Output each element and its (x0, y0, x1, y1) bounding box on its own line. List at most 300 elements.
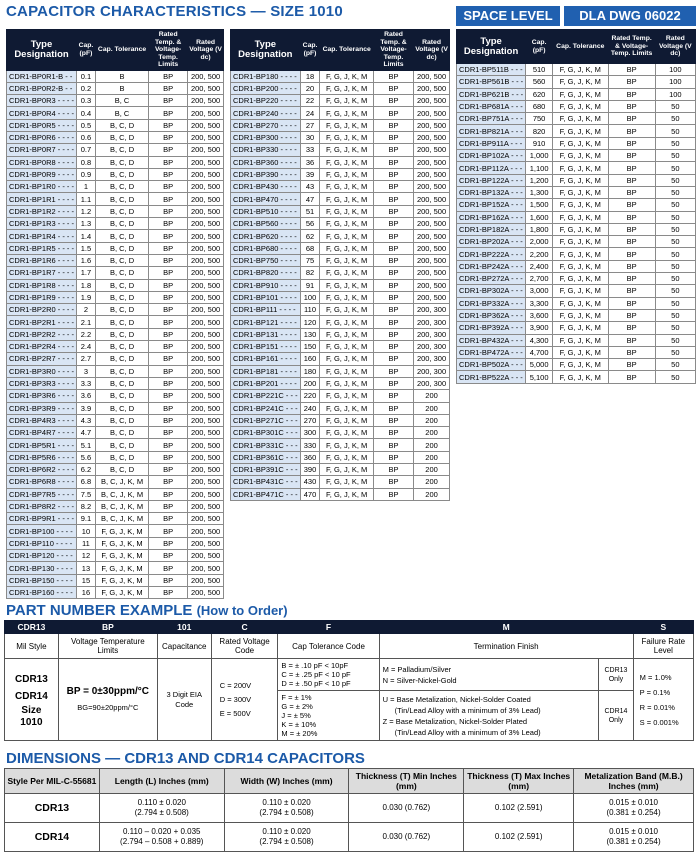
cap-cell: 200 (300, 377, 320, 389)
cap-cell: 1.9 (77, 291, 96, 303)
type-cell: CDR1-BP242A - - - (457, 260, 526, 272)
voltage-cell: 200, 500 (414, 279, 450, 291)
cap-cell: 220 (300, 390, 320, 402)
temp-cell: BP (149, 131, 188, 143)
table-row (457, 88, 696, 100)
tolerance-cell: F, G, J, K, M (320, 451, 373, 463)
tolerance-cell: F, G, J, K, M (320, 341, 373, 353)
voltage-cell: 50 (655, 174, 695, 186)
table-row (231, 218, 450, 230)
table-row (457, 236, 696, 248)
voltage-temp-values: BP = 0±30ppm/°C BG=90±20ppm/°C (58, 659, 157, 741)
type-cell: CDR1-BP0R7 - - - - (7, 144, 77, 156)
table-row (7, 218, 224, 230)
cap-cell: 100 (300, 291, 320, 303)
temp-cell: BP (608, 150, 655, 162)
cap-cell: 5.6 (77, 451, 96, 463)
voltage-cell: 200 (414, 464, 450, 476)
cap-cell: 1.2 (77, 205, 96, 217)
type-cell: CDR1-BP241C - - - (231, 402, 301, 414)
cap-cell: 0.7 (77, 144, 96, 156)
temp-cell: BP (149, 488, 188, 500)
voltage-cell: 200, 500 (188, 279, 224, 291)
tolerance-cell: F, G, J, K, M (95, 537, 148, 549)
dim-header-style: Style Per MIL-C-55681 (5, 769, 100, 794)
voltage-cell: 200, 500 (188, 377, 224, 389)
voltage-cell: 50 (655, 309, 695, 321)
page-title: CAPACITOR CHARACTERISTICS — SIZE 1010 (6, 3, 343, 20)
voltage-cell: 50 (655, 334, 695, 346)
col-type: Type Designation (231, 30, 301, 71)
table-row (7, 464, 224, 476)
voltage-cell: 200, 500 (188, 70, 224, 82)
code-cap-tolerance: F (278, 621, 379, 634)
tolerance-cell: F, G, J, K, M (320, 181, 373, 193)
type-cell: CDR1-BP130 - - - - (7, 562, 77, 574)
table-row (231, 341, 450, 353)
voltage-cell: 200, 500 (188, 291, 224, 303)
temp-cell: BP (373, 304, 413, 316)
temp-cell: BP (373, 107, 413, 119)
voltage-cell: 200, 500 (188, 267, 224, 279)
cap-cell: 120 (300, 316, 320, 328)
voltage-cell: 200, 500 (188, 156, 224, 168)
table-row (7, 341, 224, 353)
table-row (457, 223, 696, 235)
type-cell: CDR1-BP911A - - - (457, 137, 526, 149)
temp-cell: BP (149, 574, 188, 586)
cap-cell: 18 (300, 70, 320, 82)
table-row (7, 291, 224, 303)
cap-cell: 390 (300, 464, 320, 476)
tolerance-cell: F, G, J, K, M (553, 334, 609, 346)
cap-cell: 2,400 (526, 260, 553, 272)
tolerance-cell: B, C, D (95, 353, 148, 365)
type-cell: CDR1-BP680 - - - - (231, 242, 301, 254)
type-cell: CDR1-BP182A - - - (457, 223, 526, 235)
voltage-cell: 200, 500 (188, 414, 224, 426)
table-row (7, 304, 224, 316)
cap-cell: 2,000 (526, 236, 553, 248)
type-cell: CDR1-BP391C - - - (231, 464, 301, 476)
voltage-cell: 200, 500 (414, 181, 450, 193)
table-row (7, 230, 224, 242)
temp-cell: BP (608, 273, 655, 285)
voltage-cell: 50 (655, 211, 695, 223)
cap-cell: 300 (300, 427, 320, 439)
table-row (457, 199, 696, 211)
type-cell: CDR1-BP2R0 - - - - (7, 304, 77, 316)
temp-cell: BP (608, 346, 655, 358)
type-cell: CDR1-BP102A - - - (457, 150, 526, 162)
code-rated-voltage: C (211, 621, 278, 634)
tolerance-cell: B, C, D (95, 131, 148, 143)
temp-cell: BP (149, 562, 188, 574)
type-cell: CDR1-BP1R2 - - - - (7, 205, 77, 217)
cap-cell: 22 (300, 95, 320, 107)
type-cell: CDR1-BP111 - - - - (231, 304, 301, 316)
tolerance-cell: F, G, J, K, M (320, 414, 373, 426)
tolerance-cell: F, G, J, K, M (320, 377, 373, 389)
voltage-cell: 200, 300 (414, 328, 450, 340)
tolerance-cell: F, G, J, K, M (320, 291, 373, 303)
cap-cell: 1.6 (77, 254, 96, 266)
tolerance-cell: F, G, J, K, M (320, 95, 373, 107)
temp-cell: BP (608, 285, 655, 297)
type-cell: CDR1-BP392A - - - (457, 322, 526, 334)
tolerance-cell: F, G, J, K, M (320, 464, 373, 476)
cap-cell: 51 (300, 205, 320, 217)
type-cell: CDR1-BP3R0 - - - - (7, 365, 77, 377)
table-row (457, 186, 696, 198)
temp-cell: BP (373, 402, 413, 414)
temp-cell: BP (373, 181, 413, 193)
type-cell: CDR1-BP3R6 - - - - (7, 390, 77, 402)
table-row (231, 254, 450, 266)
voltage-cell: 200, 500 (414, 107, 450, 119)
tolerance-cell: F, G, J, K, M (553, 150, 609, 162)
capacitor-table-1 (6, 29, 224, 599)
voltage-cell: 200, 500 (188, 119, 224, 131)
cap-cell: 2.4 (77, 341, 96, 353)
table-row (7, 365, 224, 377)
temp-cell: BP (373, 168, 413, 180)
table-row (231, 316, 450, 328)
type-cell: CDR1-BP7R5 - - - - (7, 488, 77, 500)
temp-cell: BP (373, 254, 413, 266)
temp-cell: BP (149, 82, 188, 94)
cdr14-only-note: CDR14 Only (599, 691, 633, 741)
table-row (457, 359, 696, 371)
type-cell: CDR1-BP502A - - - (457, 359, 526, 371)
cap-cell: 62 (300, 230, 320, 242)
type-cell: CDR1-BP0R6 - - - - (7, 131, 77, 143)
type-cell: CDR1-BP820 - - - - (231, 267, 301, 279)
dla-dwg-badge: DLA DWG 06022 (564, 6, 696, 26)
cap-cell: 11 (77, 537, 96, 549)
label-mil-style: Mil Style (5, 634, 59, 659)
temp-cell: BP (149, 242, 188, 254)
type-cell: CDR1-BP0R8 - - - - (7, 156, 77, 168)
tolerance-cell: F, G, J, K, M (95, 525, 148, 537)
tolerance-cell: F, G, J, K, M (320, 476, 373, 488)
cap-cell: 510 (526, 64, 553, 76)
type-cell: CDR1-BP751A - - - (457, 113, 526, 125)
cap-cell: 620 (526, 88, 553, 100)
temp-cell: BP (149, 181, 188, 193)
voltage-cell: 50 (655, 162, 695, 174)
type-cell: CDR1-BP2R1 - - - - (7, 316, 77, 328)
part-number-title (6, 602, 288, 619)
tolerance-cell: B, C (95, 107, 148, 119)
cap-cell: 0.5 (77, 119, 96, 131)
table-row (457, 309, 696, 321)
type-cell: CDR1-BP430 - - - - (231, 181, 301, 193)
type-cell: CDR1-BP621B - - - (457, 88, 526, 100)
voltage-cell: 50 (655, 100, 695, 112)
type-cell: CDR1-BP240 - - - - (231, 107, 301, 119)
cap-cell: 0.1 (77, 70, 96, 82)
tolerance-cell: F, G, J, K, M (320, 488, 373, 500)
temp-cell: BP (149, 267, 188, 279)
cap-cell: 330 (300, 439, 320, 451)
type-cell: CDR1-BP101 - - - - (231, 291, 301, 303)
type-cell: CDR1-BP4R3 - - - - (7, 414, 77, 426)
cap-cell: 110 (300, 304, 320, 316)
cap-cell: 33 (300, 144, 320, 156)
cap-cell: 2,700 (526, 273, 553, 285)
table-row (231, 279, 450, 291)
tolerance-cell: F, G, J, K, M (553, 346, 609, 358)
temp-cell: BP (149, 537, 188, 549)
type-cell: CDR1-BP150 - - - - (7, 574, 77, 586)
temp-cell: BP (373, 451, 413, 463)
temp-cell: BP (373, 131, 413, 143)
temp-cell: BP (149, 414, 188, 426)
temp-cell: BP (149, 230, 188, 242)
type-cell: CDR1-BP2R7 - - - - (7, 353, 77, 365)
temp-cell: BP (149, 107, 188, 119)
table-row (231, 365, 450, 377)
label-failure-rate: Failure Rate Level (633, 634, 693, 659)
table-row (7, 439, 224, 451)
type-cell: CDR1-BP330 - - - - (231, 144, 301, 156)
table-row (457, 137, 696, 149)
table-row (457, 273, 696, 285)
cap-cell: 0.4 (77, 107, 96, 119)
voltage-cell: 200, 500 (414, 205, 450, 217)
voltage-cell: 200, 300 (414, 341, 450, 353)
voltage-cell: 200, 500 (188, 168, 224, 180)
type-cell: CDR1-BP221C - - - (231, 390, 301, 402)
cap-cell: 2.2 (77, 328, 96, 340)
temp-cell: BP (149, 586, 188, 598)
cap-cell: 2,200 (526, 248, 553, 260)
type-cell: CDR1-BP0R9 - - - - (7, 168, 77, 180)
cap-cell: 13 (77, 562, 96, 574)
type-cell: CDR1-BP331C - - - (231, 439, 301, 451)
tolerance-cell: F, G, J, K, M (320, 242, 373, 254)
table-row (7, 574, 224, 586)
voltage-cell: 200, 500 (188, 144, 224, 156)
cap-cell: 36 (300, 156, 320, 168)
table-row (457, 322, 696, 334)
type-cell: CDR1-BP202A - - - (457, 236, 526, 248)
type-cell: CDR1-BP0R2-B - - (7, 82, 77, 94)
tolerance-cell: B, C, J, K, M (95, 476, 148, 488)
label-rated-voltage: Rated Voltage Code (211, 634, 278, 659)
part-number-subheading: (How to Order) (196, 603, 288, 618)
dim-row-cdr13: CDR13 0.110 ± 0.020 (2.794 ± 0.508) 0.110 ± 0.020 (2.794 ± 0.508) 0.030 (0.762) 0.102 (2.591) 0.015 ± 0.010 (0.381 ± 0.254) (5, 794, 694, 823)
temp-cell: BP (149, 119, 188, 131)
table-row (7, 476, 224, 488)
voltage-cell: 50 (655, 125, 695, 137)
cap-cell: 2.7 (77, 353, 96, 365)
cap-cell: 470 (300, 488, 320, 500)
mil-style-values: CDR13 CDR14 Size 1010 (5, 659, 59, 741)
tolerance-cell: B, C, D (95, 390, 148, 402)
type-cell: CDR1-BP161 - - - - (231, 353, 301, 365)
tolerance-cell: F, G, J, K, M (320, 168, 373, 180)
type-cell: CDR1-BP1R3 - - - - (7, 218, 77, 230)
temp-cell: BP (608, 371, 655, 383)
voltage-cell: 200, 500 (414, 119, 450, 131)
table-row (7, 144, 224, 156)
voltage-cell: 200, 500 (188, 181, 224, 193)
type-cell: CDR1-BP5R1 - - - - (7, 439, 77, 451)
failure-rate-values: M = 1.0% P = 0.1% R = 0.01% S = 0.001% (633, 659, 693, 741)
voltage-cell: 200, 500 (414, 82, 450, 94)
voltage-cell: 200, 500 (188, 95, 224, 107)
temp-cell: BP (149, 291, 188, 303)
dimensions-title: DIMENSIONS — CDR13 AND CDR14 CAPACITORS (6, 750, 365, 767)
voltage-cell: 50 (655, 186, 695, 198)
table-row (231, 205, 450, 217)
tolerance-cell: F, G, J, K, M (320, 230, 373, 242)
voltage-cell: 50 (655, 150, 695, 162)
cap-cell: 910 (526, 137, 553, 149)
temp-cell: BP (149, 218, 188, 230)
voltage-cell: 50 (655, 223, 695, 235)
temp-cell: BP (373, 341, 413, 353)
table-row (231, 156, 450, 168)
tolerance-cell: F, G, J, K, M (320, 427, 373, 439)
cap-cell: 4.7 (77, 427, 96, 439)
voltage-cell: 200, 300 (414, 377, 450, 389)
cap-cell: 1,100 (526, 162, 553, 174)
termination-cdr14: U = Base Metalization, Nickel-Solder Coated (Tin/Lead Alloy with a minimum of 3% Lead) Z = Base Metalization, Nickel-Solder Plated (Tin/Lead Alloy with a minimum of 3% Lead) (379, 691, 599, 741)
voltage-cell: 50 (655, 297, 695, 309)
cap-cell: 7.5 (77, 488, 96, 500)
cap-cell: 3,600 (526, 309, 553, 321)
tolerance-cell: F, G, J, K, M (95, 550, 148, 562)
tolerance-cell: B, C, D (95, 328, 148, 340)
table-row (231, 328, 450, 340)
cap-cell: 180 (300, 365, 320, 377)
tolerance-group-pf: B = ± .10 pF < 10pF C = ± .25 pF < 10 pF D = ± .50 pF < 10 pF (278, 659, 379, 691)
voltage-cell: 200, 500 (188, 451, 224, 463)
tolerance-cell: B, C, D (95, 316, 148, 328)
tolerance-cell: B, C, D (95, 365, 148, 377)
type-cell: CDR1-BP300 - - - - (231, 131, 301, 143)
col-cap: Cap. (pF) (77, 30, 96, 71)
tolerance-cell: B, C, D (95, 427, 148, 439)
table-row (231, 291, 450, 303)
type-cell: CDR1-BP511B - - - (457, 64, 526, 76)
type-cell: CDR1-BP360 - - - - (231, 156, 301, 168)
cap-cell: 3.3 (77, 377, 96, 389)
voltage-cell: 50 (655, 236, 695, 248)
tolerance-cell: F, G, J, K, M (320, 205, 373, 217)
table-row (231, 144, 450, 156)
cap-cell: 4,300 (526, 334, 553, 346)
cap-cell: 27 (300, 119, 320, 131)
tolerance-cell: F, G, J, K, M (553, 322, 609, 334)
type-cell: CDR1-BP1R8 - - - - (7, 279, 77, 291)
tolerance-cell: F, G, J, K, M (95, 574, 148, 586)
capacitor-table-2 (230, 29, 450, 501)
tolerance-cell: F, G, J, K, M (320, 70, 373, 82)
tolerance-cell: F, G, J, K, M (320, 107, 373, 119)
tolerance-cell: B, C, D (95, 451, 148, 463)
cap-cell: 6.2 (77, 464, 96, 476)
table-row (7, 107, 224, 119)
voltage-cell: 200, 500 (188, 230, 224, 242)
type-cell: CDR1-BP181 - - - - (231, 365, 301, 377)
temp-cell: BP (149, 95, 188, 107)
table-row (231, 377, 450, 389)
tolerance-cell: F, G, J, K, M (95, 562, 148, 574)
cap-cell: 8.2 (77, 500, 96, 512)
temp-cell: BP (373, 353, 413, 365)
voltage-cell: 50 (655, 285, 695, 297)
temp-cell: BP (149, 365, 188, 377)
cap-cell: 1.4 (77, 230, 96, 242)
capacitance-value: 3 Digit EIA Code (157, 659, 211, 741)
temp-cell: BP (373, 193, 413, 205)
tolerance-group-percent: F = ± 1% G = ± 2% J = ± 5% K = ± 10% M = ± 20% (278, 691, 379, 741)
table-row (7, 168, 224, 180)
voltage-cell: 50 (655, 137, 695, 149)
table-row (231, 427, 450, 439)
tolerance-cell: F, G, J, K, M (553, 162, 609, 174)
voltage-cell: 50 (655, 273, 695, 285)
type-cell: CDR1-BP0R5 - - - - (7, 119, 77, 131)
cap-cell: 43 (300, 181, 320, 193)
table-row (7, 390, 224, 402)
table-row (7, 70, 224, 82)
cap-cell: 39 (300, 168, 320, 180)
table-row (457, 285, 696, 297)
tolerance-cell: F, G, J, K, M (320, 390, 373, 402)
table-row (231, 267, 450, 279)
tolerance-cell: F, G, J, K, M (553, 309, 609, 321)
tolerance-cell: B, C, D (95, 414, 148, 426)
type-cell: CDR1-BP180 - - - - (231, 70, 301, 82)
cap-cell: 68 (300, 242, 320, 254)
voltage-cell: 200, 500 (188, 390, 224, 402)
part-number-table (4, 620, 694, 741)
voltage-cell: 200, 500 (414, 291, 450, 303)
cap-cell: 1.8 (77, 279, 96, 291)
cap-cell: 0.6 (77, 131, 96, 143)
voltage-cell: 200, 300 (414, 304, 450, 316)
tolerance-cell: F, G, J, K, M (553, 297, 609, 309)
temp-cell: BP (608, 297, 655, 309)
type-cell: CDR1-BP1R4 - - - - (7, 230, 77, 242)
table-row (7, 451, 224, 463)
tolerance-cell: F, G, J, K, M (553, 199, 609, 211)
table-row (231, 230, 450, 242)
tolerance-cell: F, G, J, K, M (553, 371, 609, 383)
type-cell: CDR1-BP471C - - - (231, 488, 301, 500)
voltage-cell: 200, 500 (188, 131, 224, 143)
cap-cell: 47 (300, 193, 320, 205)
voltage-cell: 200 (414, 402, 450, 414)
type-cell: CDR1-BP1R9 - - - - (7, 291, 77, 303)
cap-cell: 24 (300, 107, 320, 119)
col-tol: Cap. Tolerance (95, 30, 148, 71)
col-temp: Rated Temp. & Voltage-Temp. Limits (373, 30, 413, 71)
temp-cell: BP (608, 174, 655, 186)
tolerance-cell: F, G, J, K, M (320, 156, 373, 168)
voltage-cell: 200, 500 (188, 218, 224, 230)
table-row (7, 427, 224, 439)
tolerance-cell: B, C, D (95, 156, 148, 168)
temp-cell: BP (373, 205, 413, 217)
voltage-cell: 100 (655, 76, 695, 88)
dim-header-length: Length (L) Inches (mm) (99, 769, 224, 794)
